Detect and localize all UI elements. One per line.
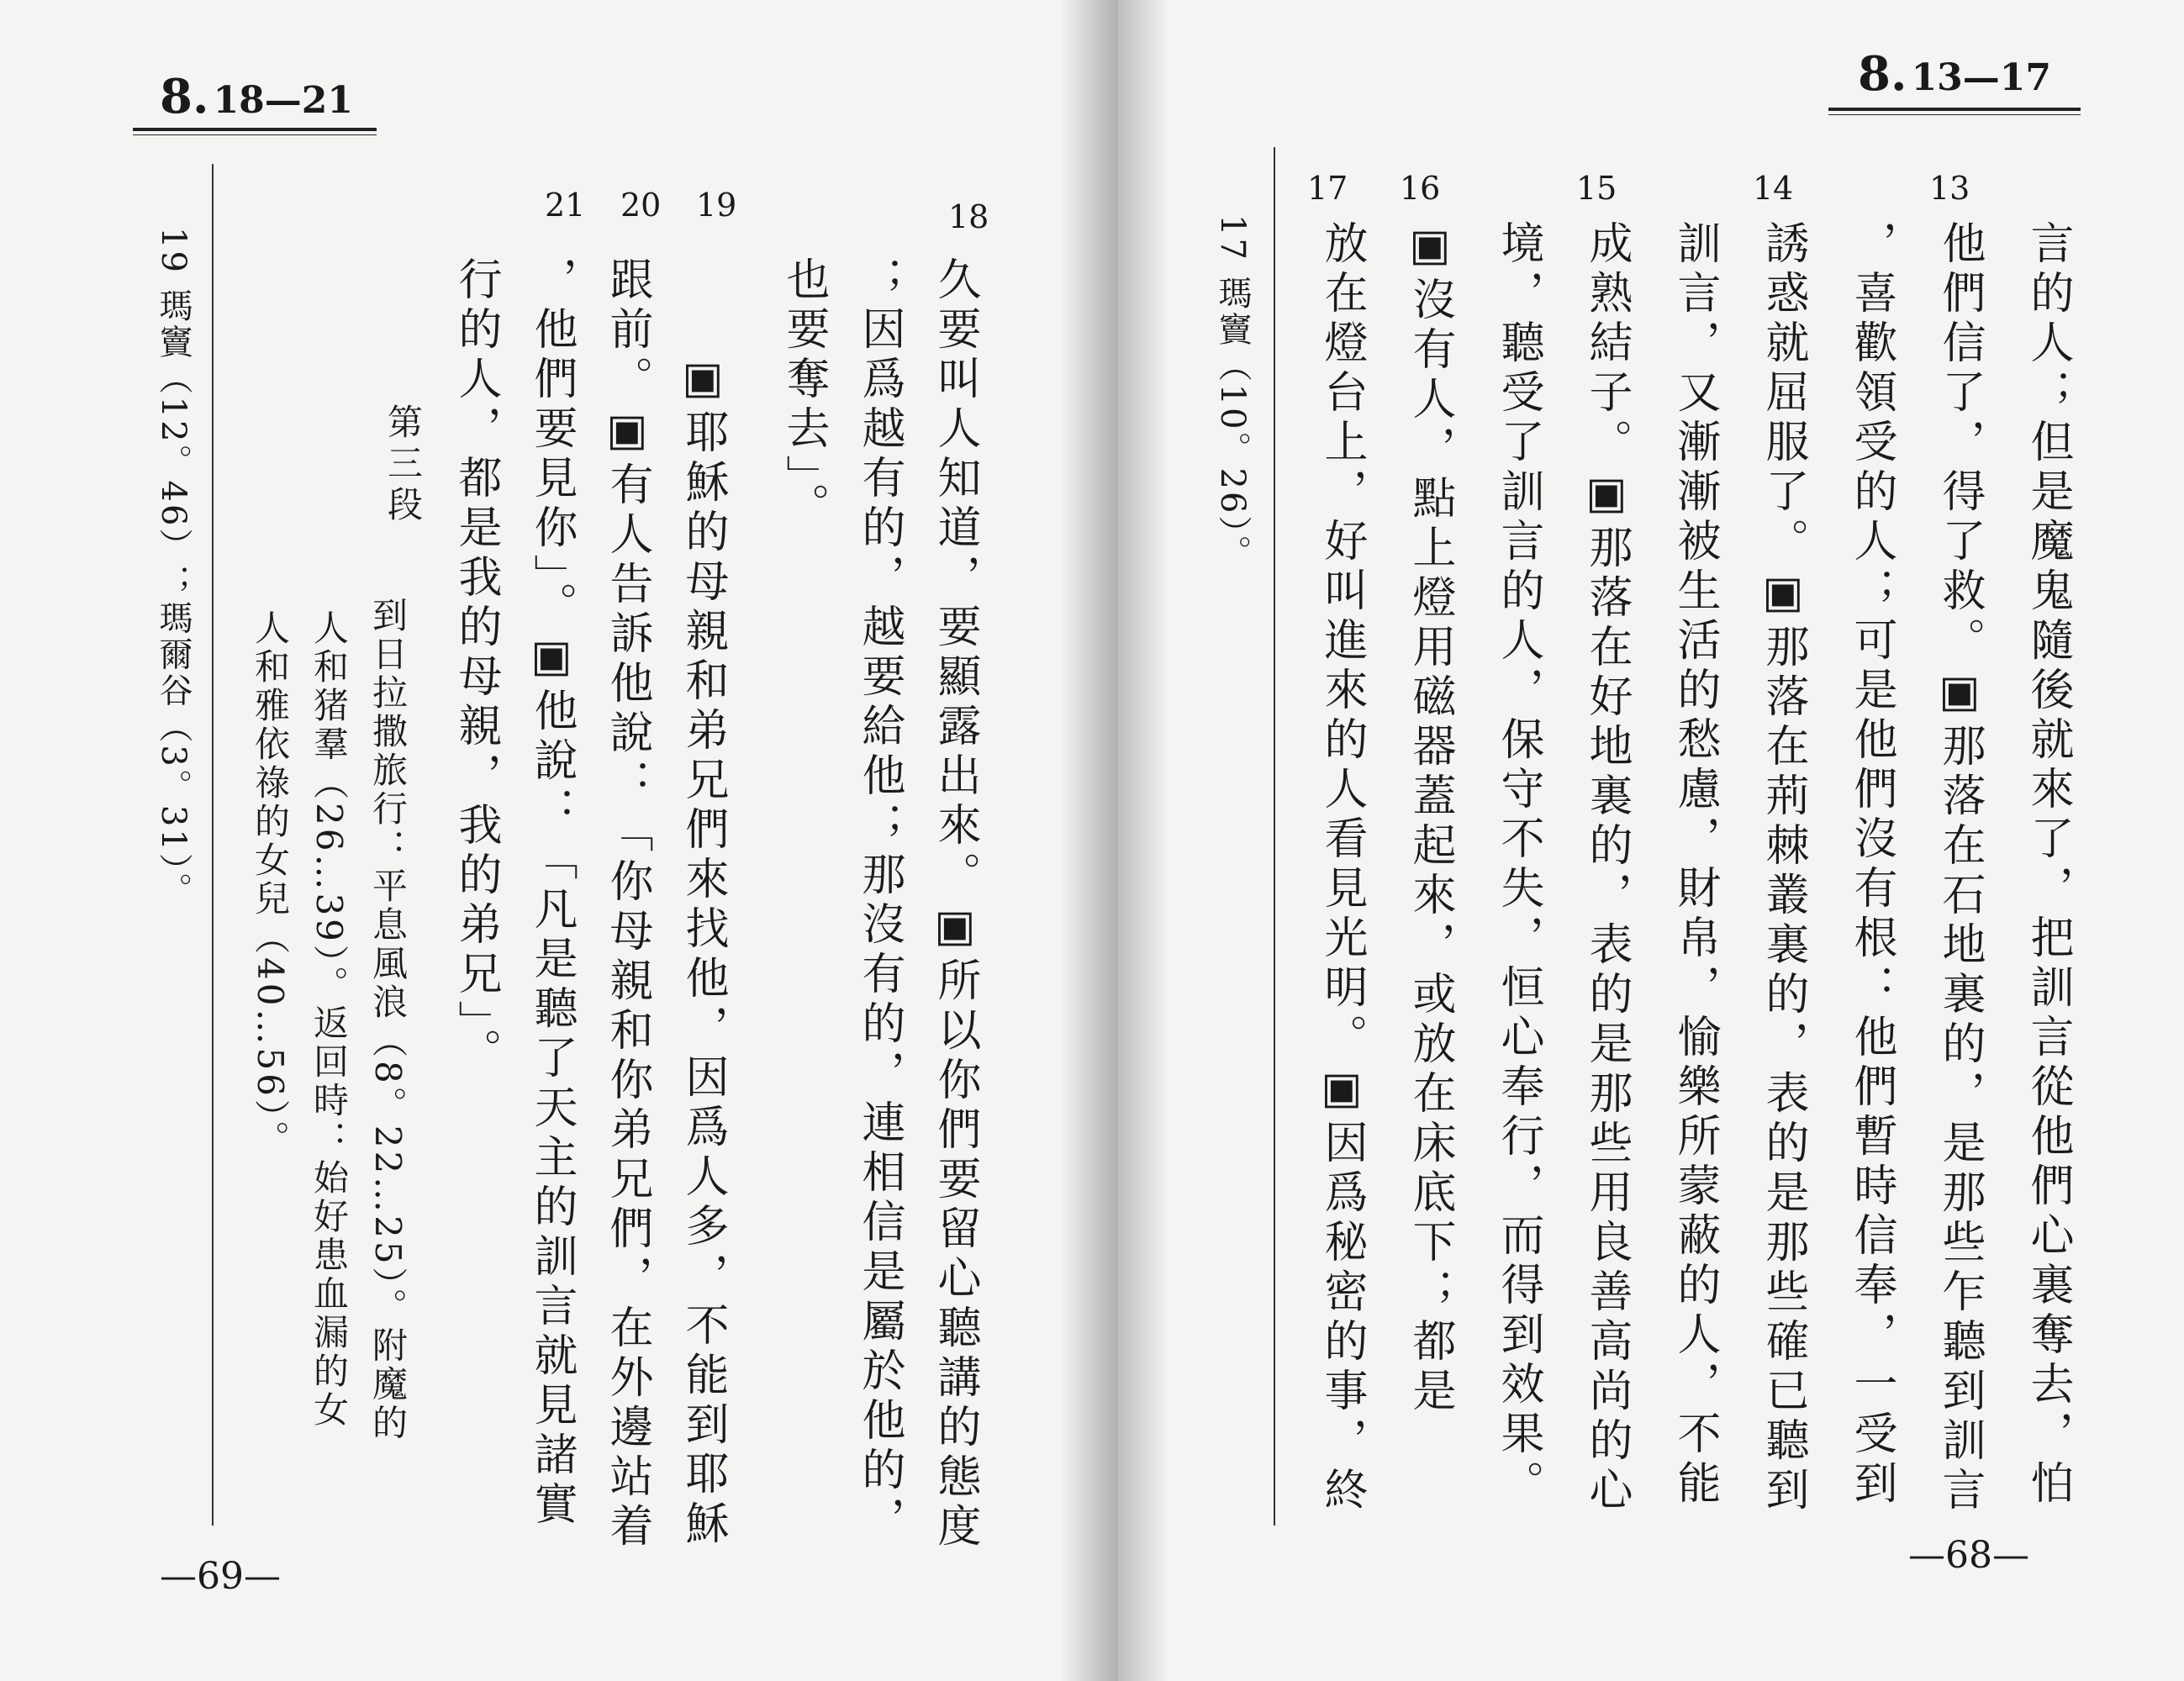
section-title: 第三段 (382, 403, 424, 527)
header-rule (1828, 108, 2081, 115)
text-column: 言的人；但是魔鬼隨後就來了，把訓言從他們心裏奪去，怕 (2023, 220, 2073, 1510)
verse-number: 18 (948, 198, 989, 235)
text-column: 成熟結子。▣那落在好地裏的，表的是那些用良善高尚的心 (1581, 220, 1632, 1516)
gutter-shadow (1059, 0, 1118, 1681)
right-header (1858, 46, 2051, 102)
verse-number: 20 (620, 187, 662, 224)
text-column: ▣耶穌的母親和弟兄們來找他，因爲人多，不能到耶穌 (678, 353, 728, 1550)
verse-number: 16 (1400, 170, 1441, 207)
header-rule (133, 128, 377, 135)
verse-range: 18—21 (213, 79, 354, 122)
verse-number: 17 (1307, 170, 1348, 207)
text-column: 他們信了，得了救。▣那落在石地裏的，是那些乍聽到訓言 (1934, 220, 1985, 1516)
text-column: 訓言，又漸漸被生活的愁慮，財帛，愉樂所蒙蔽的人，不能 (1670, 220, 1720, 1510)
verse-number: 15 (1576, 170, 1617, 207)
text-column: ▣沒有人，點上燈用磁器蓋起來，或放在床底下；都是 (1405, 220, 1455, 1417)
cross-reference-note (156, 227, 191, 909)
page-number: —69— (160, 1555, 281, 1598)
margin-rule (1274, 147, 1275, 1526)
chapter-number: 8. (1858, 46, 1907, 102)
left-header (160, 69, 353, 124)
margin-rule (212, 164, 214, 1526)
verse-number: 19 (696, 187, 737, 224)
note-verse-number: 19 (154, 227, 193, 275)
verse-number: 21 (545, 187, 586, 224)
note-verse-number: 17 (1213, 214, 1252, 262)
section-summary-line: 到日拉撒旅行：平息風浪（8。22…25）。附魔的 (367, 597, 409, 1443)
chapter-number: 8. (160, 69, 209, 124)
text-column: 跟前。▣有人告訴他說：「你母親和你弟兄們，在外邊站着 (602, 256, 652, 1552)
gutter-shadow (1118, 0, 1168, 1681)
text-column: 放在燈台上，好叫進來的人看見光明。▣因爲秘密的事，終 (1316, 220, 1367, 1516)
verse-number: 13 (1929, 170, 1970, 207)
text-column: ，他們要見你」。▣他說：「凡是聽了天主的訓言就見諸實 (526, 256, 577, 1531)
note-text: 瑪竇（12。46）；瑪爾谷（3。31）。 (154, 287, 193, 909)
text-column: 境，聽受了訓言的人，保守不失，恒心奉行，而得到效果。 (1493, 220, 1543, 1510)
text-column: 久要叫人知道，要顯露出來。▣所以你們要留心聽講的態度 (930, 256, 980, 1552)
cross-reference-note (1215, 214, 1250, 571)
note-text: 瑪竇（10。26）。 (1213, 275, 1252, 572)
section-summary-line: 人和猪羣（26…39）。返回時：始好患血漏的女 (309, 609, 350, 1430)
text-column: ，喜歡領受的人；可是他們沒有根：他們暫時信奉，一受到 (1846, 220, 1896, 1510)
text-column: 誘惑就屈服了。▣那落在荊棘叢裏的，表的是那些確已聽到 (1758, 220, 1808, 1516)
verse-number: 14 (1753, 170, 1794, 207)
right-page (1118, 0, 2184, 1681)
verse-range: 13—17 (1911, 56, 2052, 99)
text-column: 也要奪去」。 (778, 256, 829, 532)
section-summary-line: 人和雅依祿的女兒（40…56）。 (250, 609, 291, 1159)
text-column: 行的人，都是我的母親，我的弟兄」。 (451, 256, 501, 1078)
page-number: —68— (1908, 1534, 2029, 1577)
text-column: ；因爲越有的，越要給他；那沒有的，連相信是屬於他的， (854, 256, 905, 1546)
